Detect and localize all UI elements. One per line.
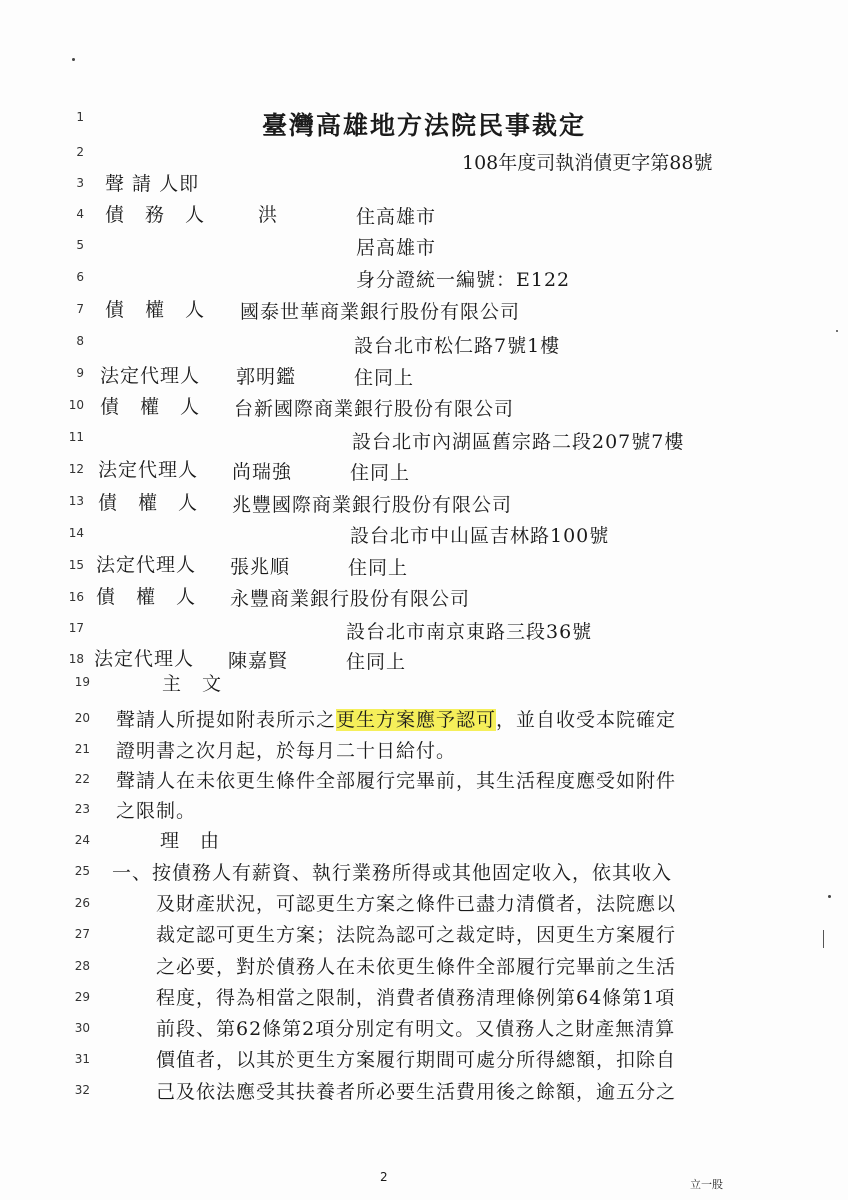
party-role: 法定代理人 xyxy=(100,365,201,387)
line-number: 24 xyxy=(74,833,90,847)
line-number: 17 xyxy=(68,621,84,635)
line-number: 30 xyxy=(74,1021,90,1035)
party-address: 住同上 xyxy=(348,557,409,579)
party-name: 國泰世華商業銀行股份有限公司 xyxy=(240,301,521,323)
line-number: 4 xyxy=(76,207,84,221)
line-number: 3 xyxy=(76,176,84,190)
section-heading: 主 文 xyxy=(162,673,223,695)
party-name: 尚瑞強 xyxy=(232,461,293,483)
line-number: 28 xyxy=(74,959,90,973)
paragraph-line: 價值者，以其於更生方案履行期間可處分所得總額，扣除自 xyxy=(156,1049,677,1071)
scan-speck xyxy=(828,895,831,898)
text-segment: 聲請人所提如附表所示之 xyxy=(116,709,337,731)
line-number: 1 xyxy=(76,110,84,124)
party-role: 聲 請 人即 xyxy=(105,173,200,195)
section-heading: 理 由 xyxy=(160,830,221,852)
party-address: 住高雄市 xyxy=(356,206,437,228)
line-number: 25 xyxy=(74,864,90,878)
paragraph-line: 及財產狀況，可認更生方案之條件已盡力清償者，法院應以 xyxy=(156,893,677,915)
line-number: 6 xyxy=(76,270,84,284)
line-number: 32 xyxy=(74,1083,90,1097)
party-address: 居高雄市 xyxy=(356,237,437,259)
paragraph-line: 之必要，對於債務人在未依更生條件全部履行完畢前之生活 xyxy=(156,956,677,978)
line-number: 11 xyxy=(68,430,84,444)
line-number: 12 xyxy=(68,462,84,476)
text-segment: ，並自收受本院確定 xyxy=(496,709,677,731)
party-role: 債 務 人 xyxy=(105,204,206,226)
party-name: 兆豐國際商業銀行股份有限公司 xyxy=(232,494,513,516)
page-number: 2 xyxy=(380,1170,388,1184)
line-number: 26 xyxy=(74,896,90,910)
scan-mark xyxy=(823,930,824,948)
party-address: 住同上 xyxy=(346,651,407,673)
paragraph-line: 己及依法應受其扶養者所必要生活費用後之餘額，逾五分之 xyxy=(156,1081,677,1103)
paragraph-line: 程度，得為相當之限制，消費者債務清理條例第64條第1項 xyxy=(156,987,676,1009)
party-name: 台新國際商業銀行股份有限公司 xyxy=(234,398,515,420)
party-address: 設台北市南京東路三段36號 xyxy=(346,621,593,643)
paragraph-line: 聲請人在未依更生條件全部履行完畢前，其生活程度應受如附件 xyxy=(116,770,677,792)
party-role: 法定代理人 xyxy=(96,554,197,576)
party-name: 張兆順 xyxy=(230,556,291,578)
paragraph-line: 之限制。 xyxy=(116,800,197,822)
party-address: 設台北市中山區吉林路100號 xyxy=(350,525,610,547)
paragraph-line xyxy=(116,708,676,732)
party-name: 洪 xyxy=(258,204,279,226)
footer-mark: 立一股 xyxy=(690,1178,723,1191)
paragraph-line: 證明書之次月起，於每月二十日給付。 xyxy=(116,740,457,762)
line-number: 13 xyxy=(68,494,84,508)
line-number: 9 xyxy=(76,366,84,380)
line-number: 21 xyxy=(74,742,90,756)
paragraph-line: 前段、第62條第2項分別定有明文。又債務人之財產無清算 xyxy=(156,1018,676,1040)
line-number: 2 xyxy=(76,145,84,159)
line-number: 22 xyxy=(74,772,90,786)
party-address: 設台北市松仁路7號1樓 xyxy=(354,335,561,357)
party-role: 法定代理人 xyxy=(94,648,195,670)
case-number: 108年度司執消債更字第88號 xyxy=(462,152,713,174)
document-title: 臺灣高雄地方法院民事裁定 xyxy=(262,111,587,140)
party-address: 設台北市內湖區舊宗路二段207號7樓 xyxy=(352,431,685,453)
party-id: 身分證統一編號：E122 xyxy=(356,269,571,291)
line-number: 19 xyxy=(74,675,90,689)
line-number: 10 xyxy=(68,398,84,412)
line-number: 15 xyxy=(68,558,84,572)
line-number: 18 xyxy=(68,652,84,666)
party-role: 債 權 人 xyxy=(98,492,199,514)
highlighted-text: 更生方案應予認可 xyxy=(336,709,497,731)
paragraph-line: 一、按債務人有薪資、執行業務所得或其他固定收入，依其收入 xyxy=(112,862,673,884)
party-role: 債 權 人 xyxy=(105,299,206,321)
line-number: 8 xyxy=(76,334,84,348)
party-role: 債 權 人 xyxy=(96,586,197,608)
line-number: 14 xyxy=(68,526,84,540)
party-role: 法定代理人 xyxy=(98,459,199,481)
party-address: 住同上 xyxy=(350,462,411,484)
line-number: 29 xyxy=(74,990,90,1004)
line-number: 31 xyxy=(74,1052,90,1066)
party-name: 永豐商業銀行股份有限公司 xyxy=(230,588,471,610)
line-number: 27 xyxy=(74,927,90,941)
party-name: 郭明鑑 xyxy=(236,366,297,388)
party-role: 債 權 人 xyxy=(100,396,201,418)
line-number: 5 xyxy=(76,238,84,252)
party-name: 陳嘉賢 xyxy=(228,650,289,672)
party-address: 住同上 xyxy=(354,367,415,389)
line-number: 16 xyxy=(68,590,84,604)
line-number: 7 xyxy=(76,302,84,316)
scan-speck xyxy=(72,58,75,61)
line-number: 20 xyxy=(74,711,90,725)
scan-speck xyxy=(836,330,838,332)
paragraph-line: 裁定認可更生方案；法院為認可之裁定時，因更生方案履行 xyxy=(156,924,677,946)
line-number: 23 xyxy=(74,802,90,816)
